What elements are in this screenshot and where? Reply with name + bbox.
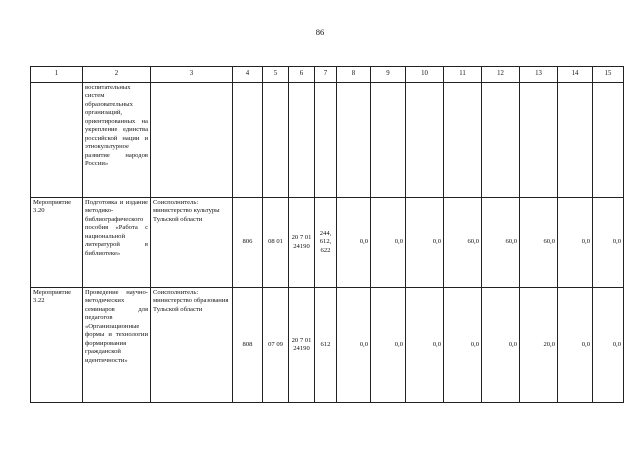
amount-value: 0,0: [371, 288, 406, 403]
column-number: 15: [593, 67, 624, 83]
amount-value: 60,0: [444, 198, 482, 288]
column-number: 5: [263, 67, 289, 83]
cell-value: [263, 83, 289, 198]
cell-value: [444, 83, 482, 198]
cell-value: [289, 83, 315, 198]
amount-value: 0,0: [406, 288, 444, 403]
column-number: 10: [406, 67, 444, 83]
column-number: 13: [520, 67, 558, 83]
column-number: 1: [31, 67, 83, 83]
cell-value: [337, 83, 371, 198]
cell-value: [558, 83, 593, 198]
cell-value: [593, 83, 624, 198]
cell-value: [520, 83, 558, 198]
column-number: 6: [289, 67, 315, 83]
column-number: 12: [482, 67, 520, 83]
column-number: 3: [151, 67, 233, 83]
measure-description: воспитательных систем образовательных организаций, ориентированных на укрепление единства российской нации и этнокультурное развитие народов России»: [83, 83, 151, 198]
amount-value: 0,0: [371, 198, 406, 288]
table-row: [31, 83, 624, 198]
column-number: 7: [315, 67, 337, 83]
cell-value: [371, 83, 406, 198]
measure-id: [31, 83, 83, 198]
executor: Соисполнитель: министерство культуры Тульской области: [151, 198, 233, 288]
amount-value: 60,0: [520, 198, 558, 288]
column-number-row: [31, 67, 624, 83]
cell-value: [406, 83, 444, 198]
amount-value: 0,0: [558, 288, 593, 403]
target-article-code: 20 7 01 24190: [289, 288, 315, 403]
page-number: 86: [315, 27, 325, 37]
column-number: 11: [444, 67, 482, 83]
budget-code: 806: [233, 198, 263, 288]
amount-value: 0,0: [482, 288, 520, 403]
measure-id: Мероприятие 3.20: [31, 198, 83, 288]
column-number: 2: [83, 67, 151, 83]
column-number: 4: [233, 67, 263, 83]
amount-value: 0,0: [558, 198, 593, 288]
amount-value: 20,0: [520, 288, 558, 403]
cell-value: [233, 83, 263, 198]
target-article-code: 20 7 01 24190: [289, 198, 315, 288]
cell-value: [482, 83, 520, 198]
amount-value: 0,0: [337, 288, 371, 403]
section-code: 08 01: [263, 198, 289, 288]
column-number: 9: [371, 67, 406, 83]
amount-value: 0,0: [593, 198, 624, 288]
amount-value: 0,0: [337, 198, 371, 288]
section-code: 07 09: [263, 288, 289, 403]
expense-type-code: 244, 612, 622: [315, 198, 337, 288]
amount-value: 0,0: [444, 288, 482, 403]
column-number: 14: [558, 67, 593, 83]
budget-code: 808: [233, 288, 263, 403]
amount-value: 0,0: [593, 288, 624, 403]
table-row: [31, 198, 624, 288]
measure-id: Мероприятие 3.22: [31, 288, 83, 403]
measure-description: Подготовка и издание методико-библиографического пособия «Работа с национальной литературой в библиотеке»: [83, 198, 151, 288]
cell-value: [315, 83, 337, 198]
program-table: [30, 66, 624, 403]
executor: [151, 83, 233, 198]
measure-description: Проведение научно-методических семинаров для педагогов «Организационные формы и технологии формирования гражданской идентичности»: [83, 288, 151, 403]
amount-value: 0,0: [406, 198, 444, 288]
amount-value: 60,0: [482, 198, 520, 288]
expense-type-code: 612: [315, 288, 337, 403]
column-number: 8: [337, 67, 371, 83]
executor: Соисполнитель: министерство образования Тульской области: [151, 288, 233, 403]
table-row: [31, 288, 624, 403]
